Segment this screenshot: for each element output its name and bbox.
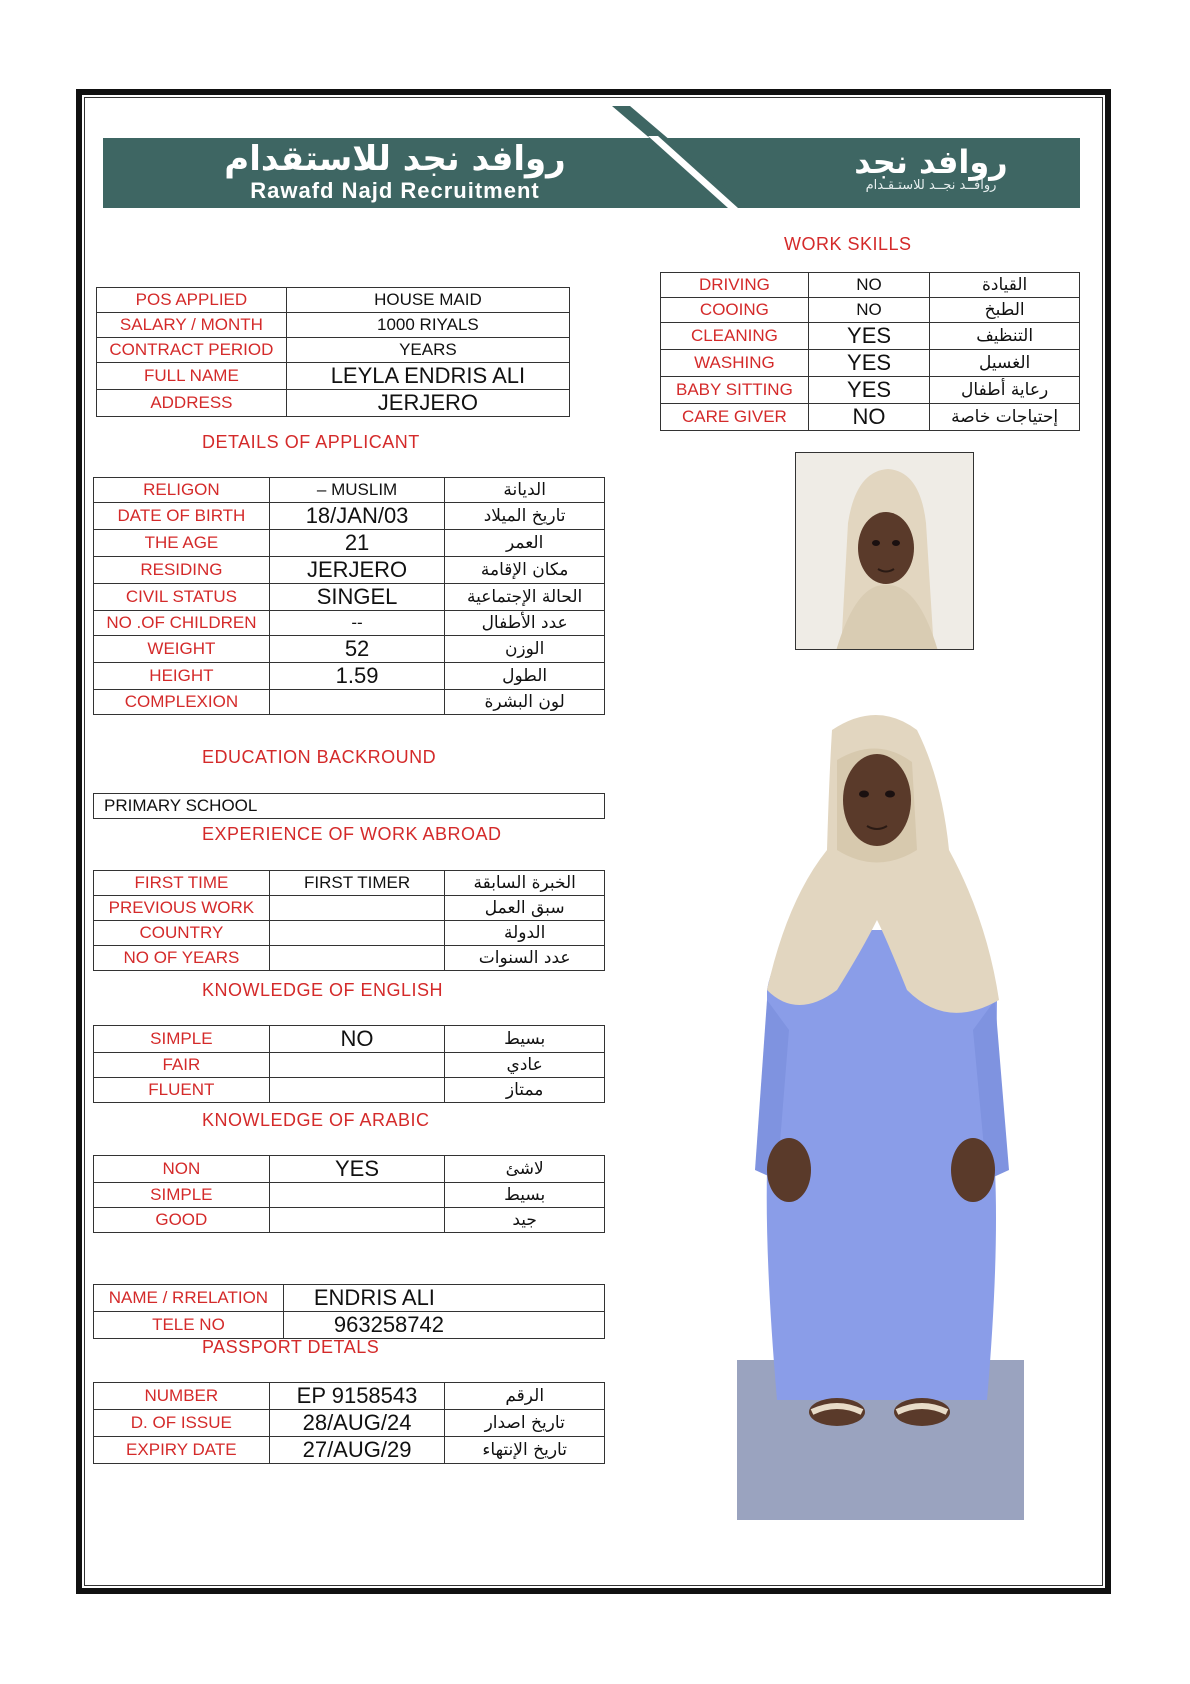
english-table (93, 1025, 605, 1103)
row-arabic: الطبخ (930, 298, 1080, 323)
row-value: -- (269, 611, 444, 636)
row-value (269, 921, 445, 946)
row-arabic: رعاية أطفال (930, 377, 1080, 404)
row-arabic: الدولة (445, 921, 605, 946)
row-label: SALARY / MONTH (97, 313, 287, 338)
company-name-english: Rawafd Najd Recruitment (250, 178, 540, 203)
row-arabic: لون البشرة (445, 690, 605, 715)
row-value (269, 690, 444, 715)
table-row (97, 390, 570, 417)
row-label: PREVIOUS WORK (94, 896, 270, 921)
row-label: FIRST TIME (94, 871, 270, 896)
relation-table (93, 1284, 605, 1339)
row-arabic: الحالة الإجتماعية (445, 584, 605, 611)
row-value: NO (808, 298, 929, 323)
row-value: 1.59 (269, 663, 444, 690)
row-arabic: الطول (445, 663, 605, 690)
education-value: PRIMARY SCHOOL (93, 793, 605, 819)
table-row (94, 871, 605, 896)
row-label: COMPLEXION (94, 690, 270, 715)
row-value: NO (808, 273, 929, 298)
applicant-table (93, 477, 605, 715)
table-row (661, 298, 1080, 323)
full-body-illustration (737, 700, 1024, 1520)
row-label: NON (94, 1156, 270, 1183)
table-row (94, 1183, 605, 1208)
table-row (94, 1053, 605, 1078)
arabic-table (93, 1155, 605, 1233)
row-arabic: ممتاز (445, 1078, 605, 1103)
table-row (97, 313, 570, 338)
row-value (269, 946, 445, 971)
row-value: FIRST TIMER (269, 871, 445, 896)
row-value: YES (808, 323, 929, 350)
row-label: POS APPLIED (97, 288, 287, 313)
row-arabic: العمر (445, 530, 605, 557)
row-value: NO (269, 1026, 445, 1053)
table-row (94, 503, 605, 530)
row-label: GOOD (94, 1208, 270, 1233)
row-label: THE AGE (94, 530, 270, 557)
row-label: TELE NO (94, 1312, 284, 1339)
row-value: LEYLA ENDRIS ALI (286, 363, 569, 390)
portrait-illustration (796, 453, 974, 650)
row-label: COUNTRY (94, 921, 270, 946)
table-row (94, 1208, 605, 1233)
row-arabic: عدد السنوات (445, 946, 605, 971)
row-label: BABY SITTING (661, 377, 809, 404)
row-value: 963258742 (283, 1312, 604, 1339)
table-row (94, 530, 605, 557)
row-value (269, 1053, 445, 1078)
row-value: 21 (269, 530, 444, 557)
company-logo: روافد نجد (854, 143, 1008, 181)
row-arabic: الغسيل (930, 350, 1080, 377)
row-label: FLUENT (94, 1078, 270, 1103)
row-label: FAIR (94, 1053, 270, 1078)
position-table (96, 287, 570, 417)
table-row (94, 921, 605, 946)
row-arabic: الوزن (445, 636, 605, 663)
portrait-photo (795, 452, 974, 650)
row-value: 28/AUG/24 (269, 1410, 445, 1437)
arabic-section-title: KNOWLEDGE OF ARABIC (202, 1110, 430, 1130)
row-value: 52 (269, 636, 444, 663)
table-row (94, 663, 605, 690)
row-label: NUMBER (94, 1383, 270, 1410)
row-value: 27/AUG/29 (269, 1437, 445, 1464)
row-arabic: تاريخ الميلاد (445, 503, 605, 530)
row-label: DATE OF BIRTH (94, 503, 270, 530)
row-arabic: تاريخ الإنتهاء (445, 1437, 605, 1464)
row-arabic: عادي (445, 1053, 605, 1078)
row-label: FULL NAME (97, 363, 287, 390)
row-arabic: الديانة (445, 478, 605, 503)
table-row (661, 323, 1080, 350)
table-row (94, 1410, 605, 1437)
row-value: EP 9158543 (269, 1383, 445, 1410)
table-row (94, 478, 605, 503)
table-row (94, 1156, 605, 1183)
row-value (269, 1208, 445, 1233)
row-value: JERJERO (286, 390, 569, 417)
full-body-photo (737, 700, 1024, 1520)
row-label: DRIVING (661, 273, 809, 298)
table-row (94, 557, 605, 584)
row-arabic: سبق العمل (445, 896, 605, 921)
row-value: JERJERO (269, 557, 444, 584)
applicant-section-title: DETAILS OF APPLICANT (202, 432, 420, 452)
row-label: SIMPLE (94, 1026, 270, 1053)
table-row (94, 1285, 605, 1312)
table-row (94, 946, 605, 971)
table-row (94, 1383, 605, 1410)
row-label: D. OF ISSUE (94, 1410, 270, 1437)
row-value: YEARS (286, 338, 569, 363)
row-value (269, 896, 445, 921)
row-value: YES (269, 1156, 445, 1183)
table-row (94, 690, 605, 715)
row-value: ENDRIS ALI (283, 1285, 604, 1312)
table-row (94, 1437, 605, 1464)
row-value: – MUSLIM (269, 478, 444, 503)
education-section-title: EDUCATION BACKROUND (202, 747, 437, 767)
row-value (269, 1183, 445, 1208)
table-row (661, 273, 1080, 298)
row-label: EXPIRY DATE (94, 1437, 270, 1464)
passport-table (93, 1382, 605, 1464)
row-label: WEIGHT (94, 636, 270, 663)
table-row (94, 1078, 605, 1103)
row-label: ADDRESS (97, 390, 287, 417)
row-label: WASHING (661, 350, 809, 377)
table-row (94, 1026, 605, 1053)
row-value: 18/JAN/03 (269, 503, 444, 530)
table-row (97, 338, 570, 363)
row-value: NO (808, 404, 929, 431)
row-label: COOING (661, 298, 809, 323)
company-name-arabic: روافد نجد للاستقدام (224, 139, 566, 179)
row-label: NAME / RRELATION (94, 1285, 284, 1312)
row-label: NO .OF CHILDREN (94, 611, 270, 636)
row-label: CARE GIVER (661, 404, 809, 431)
table-row (94, 584, 605, 611)
work-skills-title: WORK SKILLS (784, 234, 912, 254)
row-label: CONTRACT PERIOD (97, 338, 287, 363)
table-row (661, 404, 1080, 431)
row-label: CLEANING (661, 323, 809, 350)
row-arabic: عدد الأطفال (445, 611, 605, 636)
company-logo-subtitle: روافــد نجــد للاستـقـدام (865, 178, 997, 193)
table-row (94, 636, 605, 663)
row-arabic: الخبرة السابقة (445, 871, 605, 896)
experience-section-title: EXPERIENCE OF WORK ABROAD (202, 824, 502, 844)
row-value (269, 1078, 445, 1103)
table-row (97, 288, 570, 313)
table-row (661, 350, 1080, 377)
row-arabic: جيد (445, 1208, 605, 1233)
row-label: RELIGON (94, 478, 270, 503)
table-row (94, 896, 605, 921)
row-arabic: القيادة (930, 273, 1080, 298)
row-value: YES (808, 377, 929, 404)
row-value: YES (808, 350, 929, 377)
row-label: HEIGHT (94, 663, 270, 690)
row-arabic: التنظيف (930, 323, 1080, 350)
experience-table (93, 870, 605, 971)
row-value: SINGEL (269, 584, 444, 611)
table-row (94, 611, 605, 636)
english-section-title: KNOWLEDGE OF ENGLISH (202, 980, 444, 1000)
row-label: RESIDING (94, 557, 270, 584)
row-arabic: لاشئ (445, 1156, 605, 1183)
row-value: 1000 RIYALS (286, 313, 569, 338)
table-row (661, 377, 1080, 404)
row-arabic: بسيط (445, 1183, 605, 1208)
row-arabic: إحتياجات خاصة (930, 404, 1080, 431)
table-row (97, 363, 570, 390)
row-arabic: الرقم (445, 1383, 605, 1410)
row-arabic: تاريخ اصدار (445, 1410, 605, 1437)
row-value: HOUSE MAID (286, 288, 569, 313)
banner-diagonal-cut (0, 0, 1190, 260)
table-row (94, 1312, 605, 1339)
row-label: NO OF YEARS (94, 946, 270, 971)
row-arabic: بسيط (445, 1026, 605, 1053)
row-label: CIVIL STATUS (94, 584, 270, 611)
work-skills-table (660, 272, 1080, 431)
row-arabic: مكان الإقامة (445, 557, 605, 584)
passport-section-title: PASSPORT DETALS (202, 1337, 380, 1357)
row-label: SIMPLE (94, 1183, 270, 1208)
